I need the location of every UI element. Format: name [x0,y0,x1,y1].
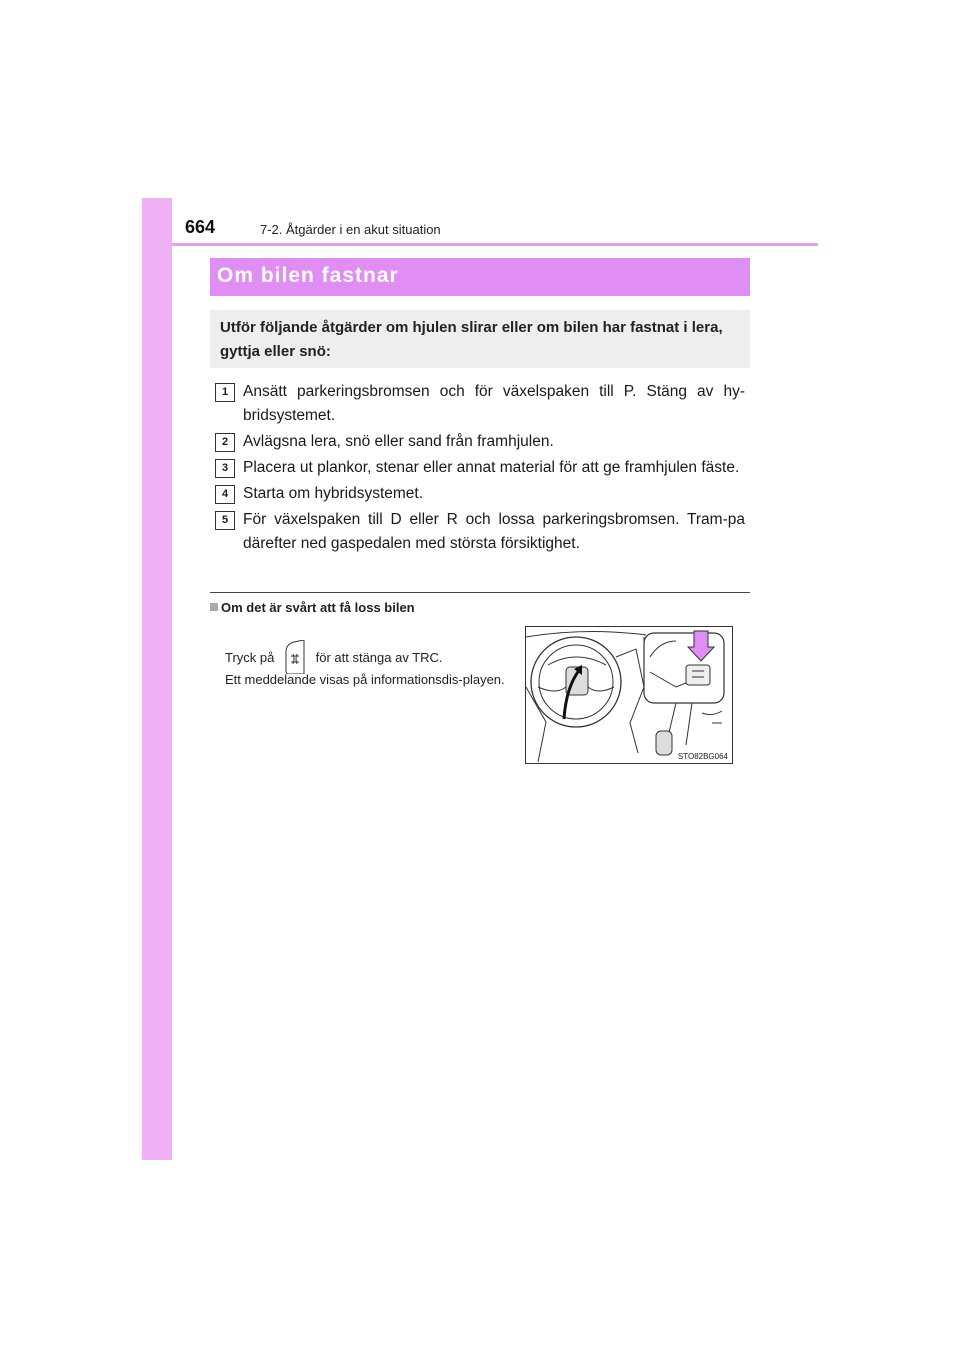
square-bullet-icon [210,603,218,611]
note-press-button: Tryck på för att stänga av TRC. [225,640,443,677]
step-item [215,508,745,556]
page-number: 664 [185,217,216,237]
step-number: 3 [215,459,235,478]
step-item [215,482,745,506]
steps-list [215,380,745,558]
step-item [215,380,745,428]
step-number: 5 [215,511,235,530]
intro-text: Utför följande åtgärder om hjulen slirar eller om bilen har fastnat i lera, gyttja eller snö: [220,319,723,360]
side-tab-bar [142,198,172,1160]
illustration-code: STO82BG064 [677,752,728,761]
dashboard-drawing [526,627,732,763]
section-divider [210,592,750,593]
dashboard-illustration [525,626,733,764]
note-info-display: Ett meddelande visas på informationsdis-playen. [225,672,505,687]
step-text: Avlägsna lera, snö eller sand från framhjulen. [243,433,554,450]
section-label: 7-2. Åtgärder i en akut situation [260,222,441,237]
title-bar [210,258,750,296]
step-item [215,430,745,454]
step-text: Ansätt parkeringsbromsen och för växelspaken till P. Stäng av hy-bridsystemet. [243,383,745,424]
step-text: Starta om hybridsystemet. [243,485,424,502]
step-text: För växelspaken till D eller R och lossa parkeringsbromsen. Tram-pa därefter ned gaspedalen med största försiktighet. [243,511,745,552]
page-title: Om bilen fastnar [217,264,399,287]
step-item [215,456,745,480]
subsection-heading: Om det är svårt att få loss bilen [210,600,415,615]
intro-box [210,310,750,368]
step-text: Placera ut plankor, stenar eller annat material för att ge framhjulen fäste. [243,459,740,476]
step-number: 1 [215,383,235,402]
header-rule [172,243,818,246]
step-number: 4 [215,485,235,504]
step-number: 2 [215,433,235,452]
